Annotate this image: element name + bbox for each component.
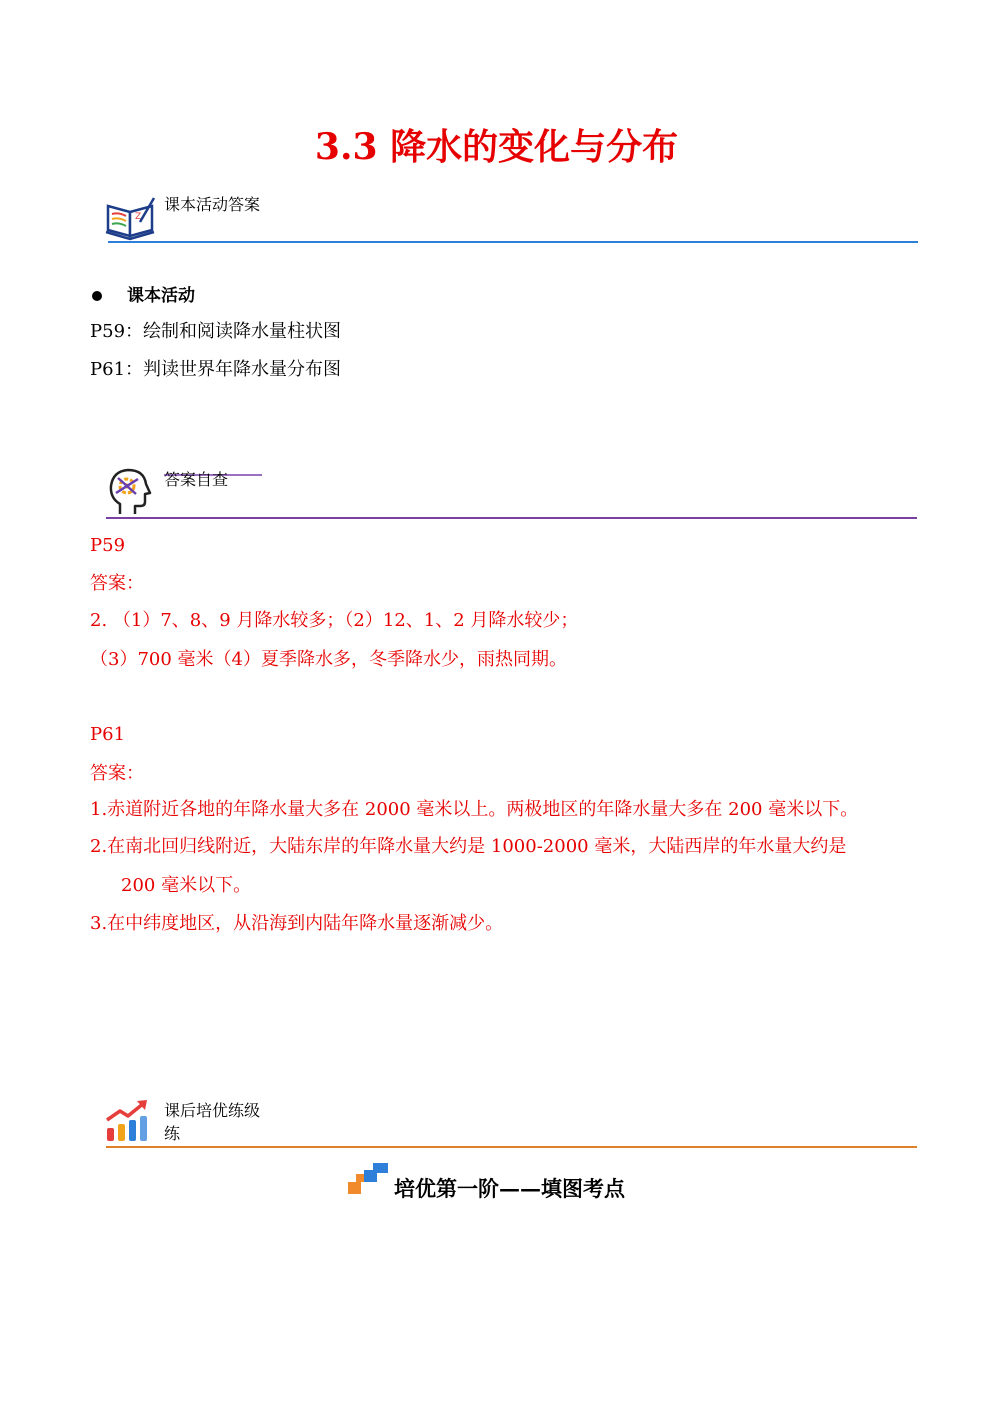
page-ref-p61: P61 bbox=[90, 724, 126, 745]
stairs-icon bbox=[346, 1162, 390, 1196]
page-title: 3.3 降水的变化与分布 bbox=[314, 126, 679, 168]
activity-line-p59: P59：绘制和阅读降水量柱状图 bbox=[90, 321, 342, 342]
page-ref-p59: P59 bbox=[90, 535, 126, 556]
bullet-heading: 课本活动 bbox=[127, 286, 195, 306]
answer-line-continued: 200 毫米以下。 bbox=[121, 875, 252, 896]
section-divider-purple bbox=[106, 517, 917, 519]
bullet-dot bbox=[92, 291, 102, 301]
svg-text:Z: Z bbox=[135, 212, 142, 222]
section-label-self-check: 答案自查 bbox=[164, 470, 229, 489]
section-divider-blue bbox=[108, 241, 918, 243]
book-icon bbox=[104, 192, 160, 242]
answer-line: （3）700 毫米（4）夏季降水多，冬季降水少，雨热同期。 bbox=[90, 649, 567, 670]
section-label-practice: 课后培优练级 bbox=[164, 1101, 261, 1120]
head-gear-icon bbox=[106, 466, 152, 518]
answer-label: 答案： bbox=[90, 573, 144, 594]
section-label-practice-wrap: 练 bbox=[164, 1124, 181, 1143]
section-label-textbook-answers: 课本活动答案 bbox=[164, 195, 261, 214]
answer-line: 3.在中纬度地区，从沿海到内陆年降水量逐渐减少。 bbox=[90, 913, 504, 934]
growth-chart-icon bbox=[104, 1098, 152, 1144]
answer-line: 2.在南北回归线附近，大陆东岸的年降水量大约是 1000-2000 毫米，大陆西岸的年水量大约是 bbox=[90, 836, 847, 857]
answer-line: 2. （1）7、8、9 月降水较多；（2）12、1、2 月降水较少； bbox=[90, 610, 579, 631]
activity-line-p61: P61：判读世界年降水量分布图 bbox=[90, 359, 342, 380]
answer-line: 1.赤道附近各地的年降水量大多在 2000 毫米以上。两极地区的年降水量大多在 200 毫米以下。 bbox=[90, 799, 859, 820]
practice-heading: 培优第一阶——填图考点 bbox=[394, 1176, 625, 1201]
section-divider-orange bbox=[106, 1146, 917, 1148]
answer-label: 答案： bbox=[90, 763, 144, 784]
